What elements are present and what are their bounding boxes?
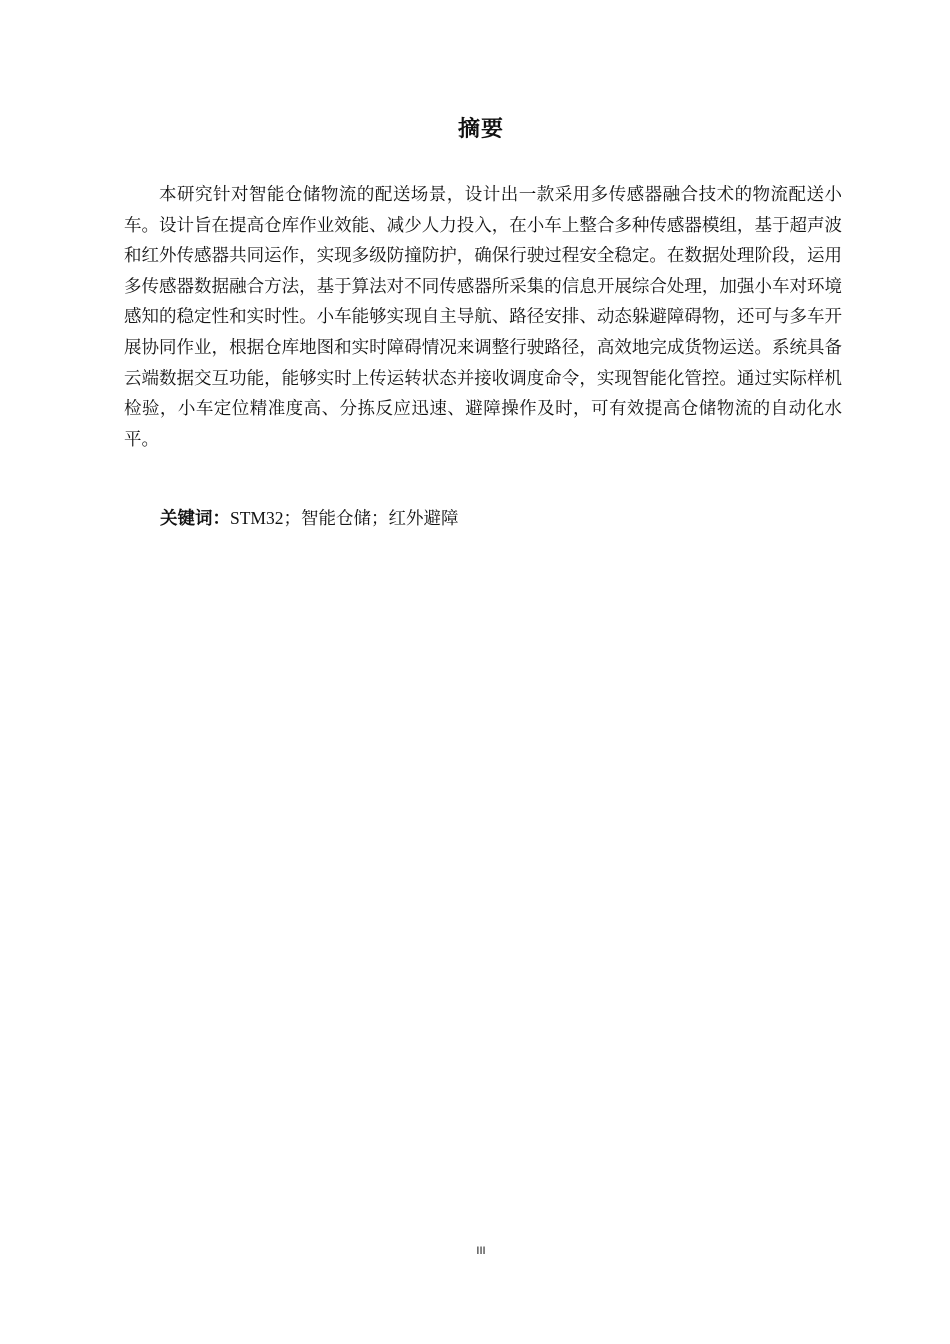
keyword-separator: ； xyxy=(370,509,389,529)
keywords-line xyxy=(160,504,458,533)
keyword-item: STM32 xyxy=(230,508,284,528)
abstract-paragraph: 本研究针对智能仓储物流的配送场景，设计出一款采用多传感器融合技术的物流配送小车。设计旨在提高仓库作业效能、减少人力投入，在小车上整合多种传感器模组，基于超声波和红外传感器共同运作，实现多级防撞防护，确保行驶过程安全稳定。在数据处理阶段，运用多传感器数据融合方法，基于算法对不同传感器所采集的信息开展综合处理，加强小车对环境感知的稳定性和实时性。小车能够实现自主导航、路径安排、动态躲避障碍物，还可与多车开展协同作业，根据仓库地图和实时障碍情况来调整行驶路径，高效地完成货物运送。系统具备云端数据交互功能，能够实时上传运转状态并接收调度命令，实现智能化管控。通过实际样机检验，小车定位精准度高、分拣反应迅速、避障操作及时，可有效提高仓储物流的自动化水平。 xyxy=(124,185,842,450)
keyword-item: 红外避障 xyxy=(388,508,459,528)
keyword-item: 智能仓储 xyxy=(300,508,371,528)
keyword-separator: ； xyxy=(283,509,301,529)
keywords-label: 关键词： xyxy=(160,509,230,529)
abstract-title: 摘要 xyxy=(457,117,504,142)
page-number: III xyxy=(476,1245,486,1257)
